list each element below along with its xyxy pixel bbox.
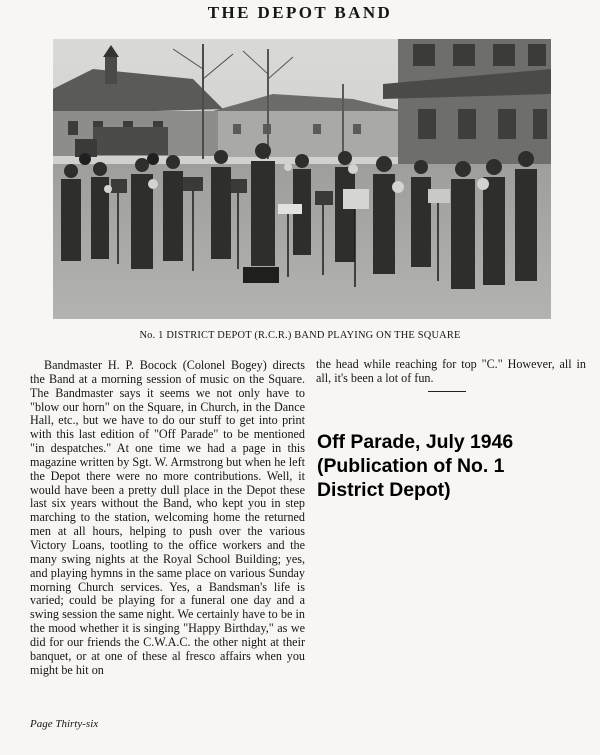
annotation-line-1: Off Parade, July 1946 (317, 431, 514, 453)
photo-caption: No. 1 DISTRICT DEPOT (R.C.R.) BAND PLAYING ON THE SQUARE (139, 330, 461, 341)
article-closing-text: the head while reaching for top "C." However, all in all, it's been a lot of fun. (316, 357, 586, 385)
source-annotation (317, 430, 587, 502)
page-number: Page Thirty-six (30, 718, 99, 730)
article-body-text: Bandmaster H. P. Bocock (Colonel Bogey) directs the Band at a morning session of music on the Square. The Bandmaster says it seems we not only have to "blow our horn" on the Square, in Church, in the Dance Hall, etc., but we have to do our stuff to get into print with this last edition of "Off Parade" to be mentioned "in despatches." At one time we had a page in this magazine written by Sgt. W. Armstrong but when he left the Depot there were no more contributions. Well, it would have been a pretty dull place in the Depot these last six years without the Band, who kept you in step marching to the station, welcoming home the returned men at all hours, helping to push over the various Victory Loans, tootling to the office workers and the many swing nights at the Royal School Building; yes, and playing hymns in the same place on various Sunday morning Church services. Yes, a Bandsman's life is varied; could be playing for a funeral one day and a swing session the same night. We certainly have to be in the mood whether it is singing "Happy Birthday," as we did for our friends the C.W.A.C. the other night at their banquet, or at one of these al fresco affairs when you might be hit on (30, 358, 305, 677)
annotation-line-3: District Depot) (317, 479, 451, 501)
annotation-line-2: (Publication of No. 1 (317, 455, 505, 477)
band-photo-image (53, 39, 551, 319)
end-rule (428, 391, 466, 392)
article-right-column (316, 358, 586, 392)
page-title: THE DEPOT BAND (207, 3, 393, 22)
article-left-column (30, 359, 305, 677)
band-photo (53, 39, 551, 319)
